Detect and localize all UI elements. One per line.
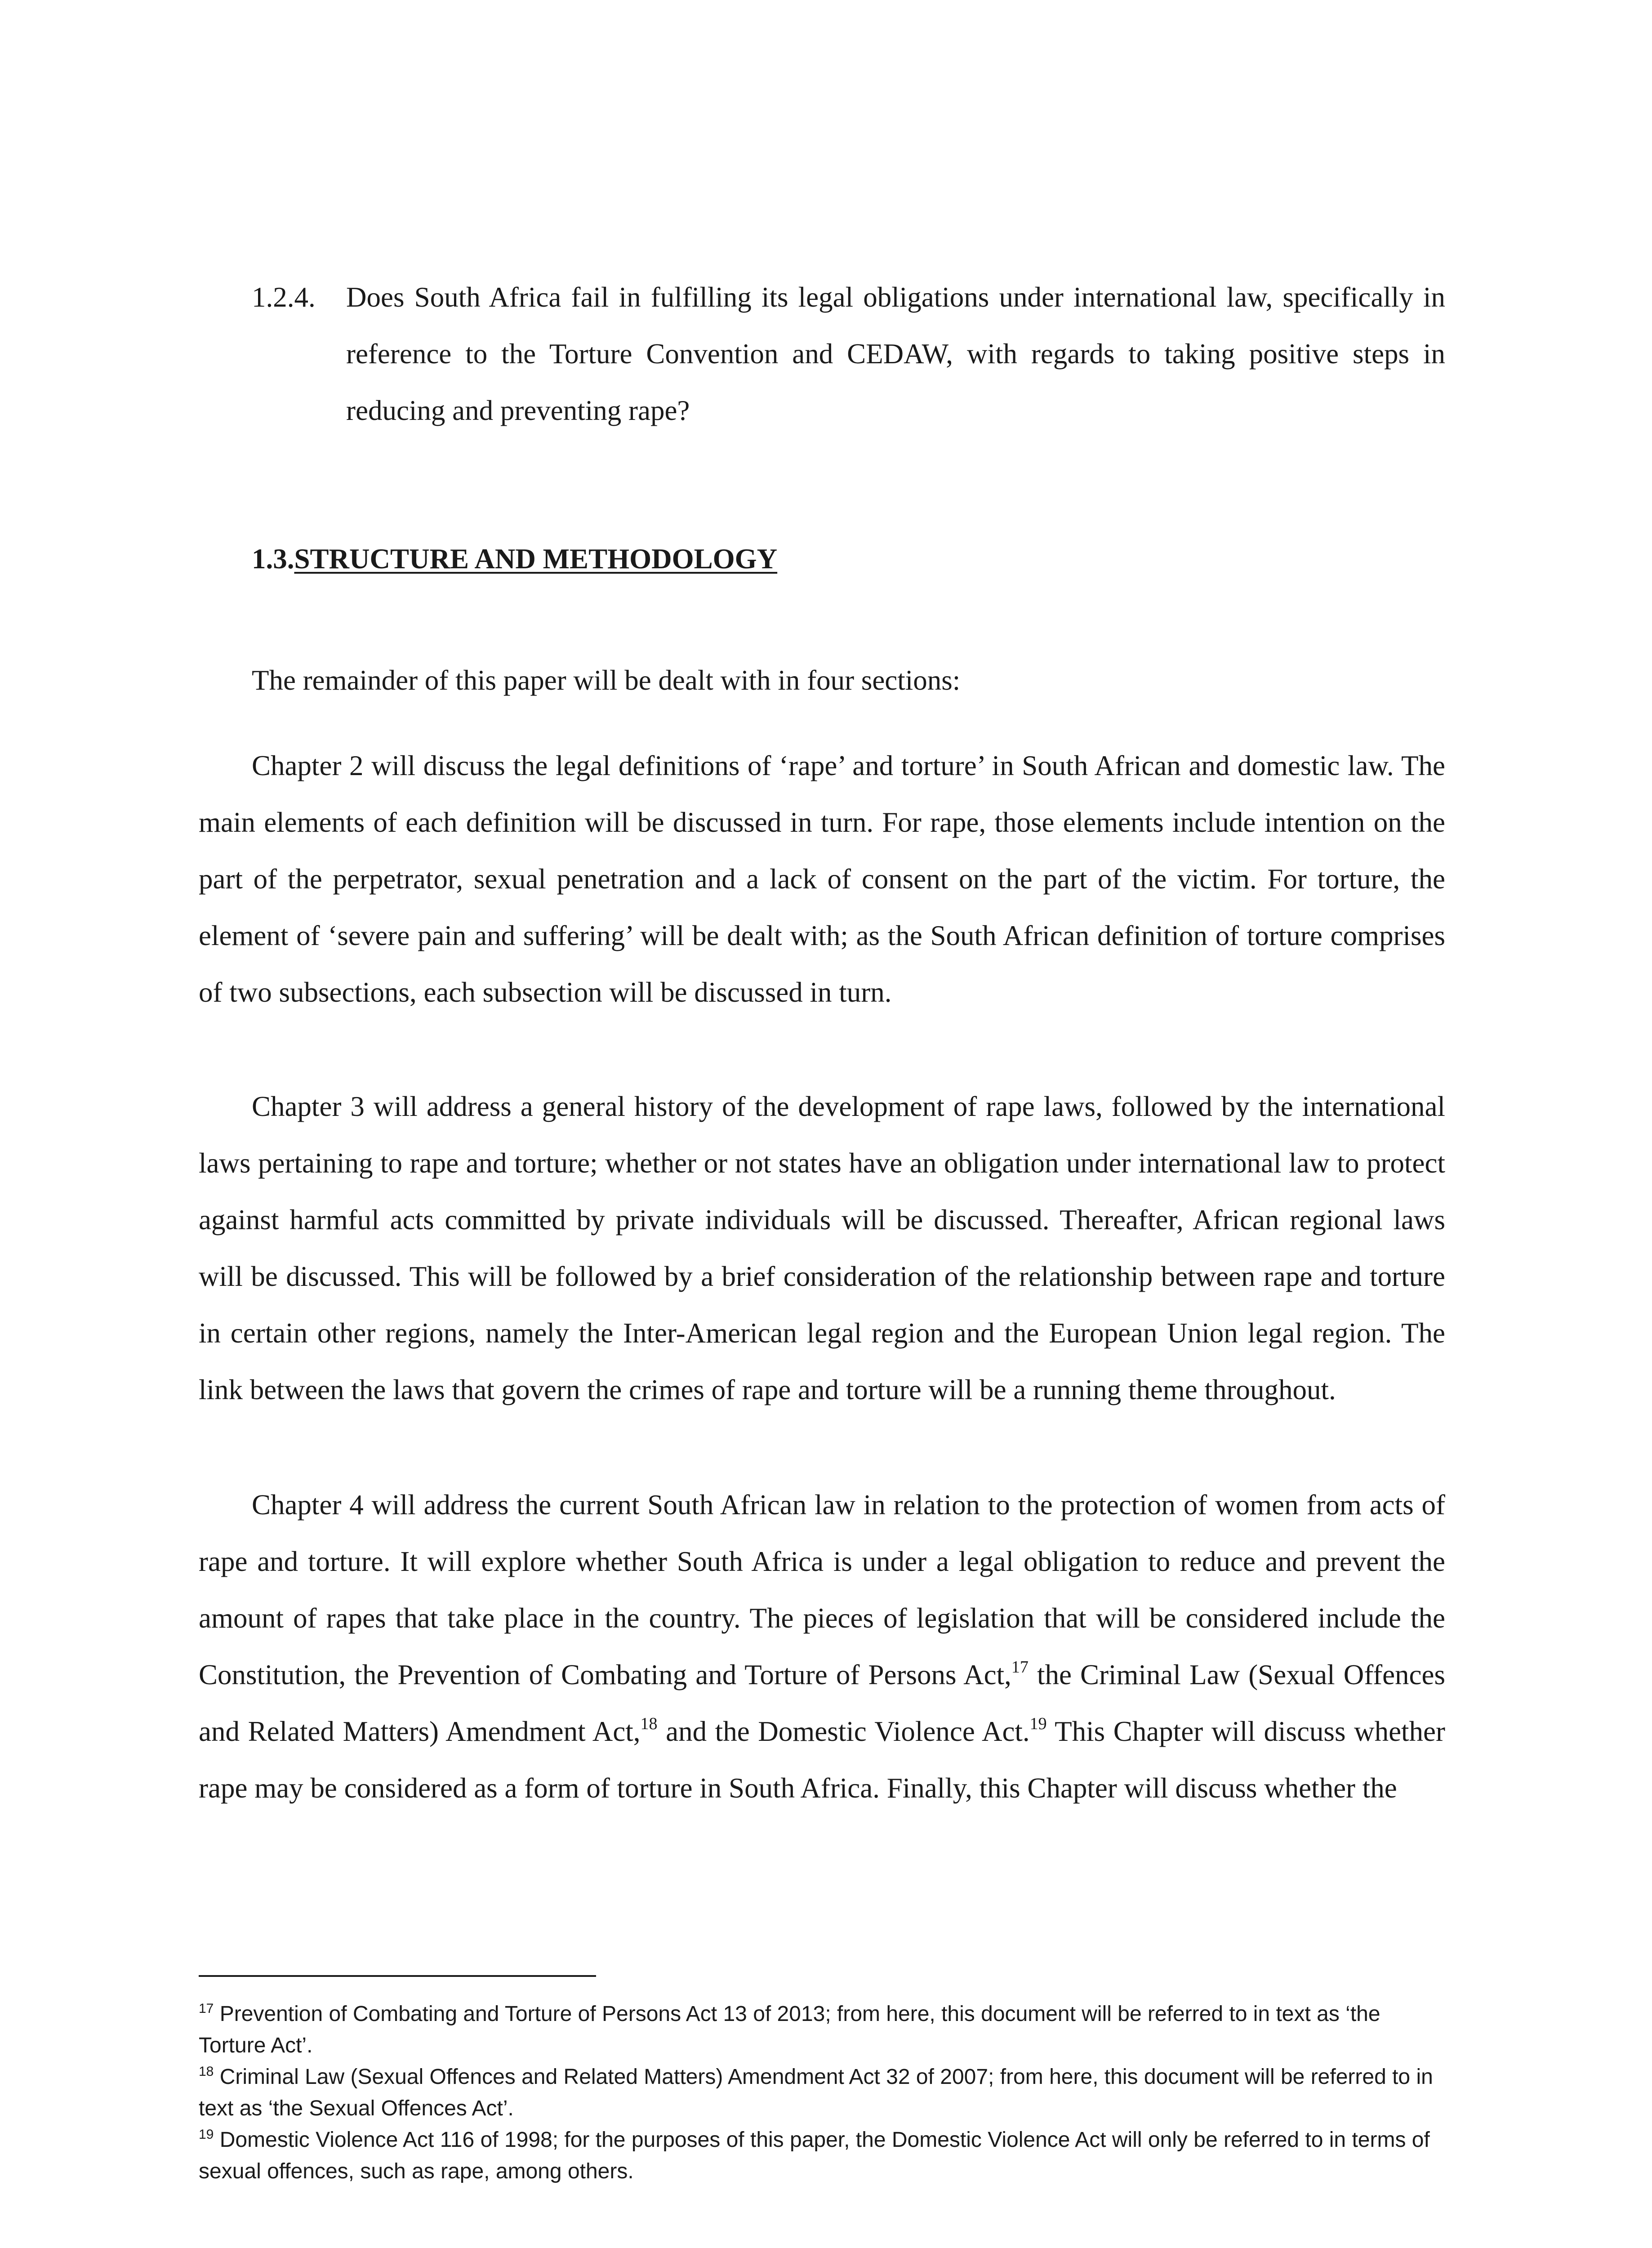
footnote-text: Criminal Law (Sexual Offences and Related Matters) Amendment Act 32 of 2007; from here, this document will be referred to in text as ‘the Sexual Offences Act’.: [199, 2065, 1433, 2120]
paragraph-chapter-4-text-4: This Chapter will discuss whether rape may be considered as a form of torture in South Africa. Finally, this Chapter will discuss whether the: [199, 1716, 1445, 1804]
paragraph-chapter-3-text: Chapter 3 will address a general history of the development of rape laws, followed by the international laws pertaining to rape and torture; whether or not states have an obligation under international law to protect against harmful acts committed by private individuals will be discussed. Thereafter, African regional laws will be discussed. This will be followed by a brief consideration of the relationship between rape and torture in certain other regions, namely the Inter-American legal region and the European Union legal region. The link between the laws that govern the crimes of rape and torture will be a running theme throughout.: [199, 1091, 1445, 1405]
paragraph-chapter-3: [199, 1078, 1445, 1418]
paragraph-intro-text: The remainder of this paper will be dealt with in four sections:: [252, 665, 961, 696]
question-number: 1.2.4.: [252, 281, 316, 313]
paragraph-chapter-2: [199, 737, 1445, 1021]
footnote-ref-17[interactable]: 17: [1011, 1658, 1029, 1677]
research-question-text: Does South Africa fail in fulfilling its legal obligations under international law, specifically in reference to the Torture Convention and CEDAW, with regards to taking positive steps in reducing and preventing rape?: [346, 281, 1445, 426]
section-number: 1.3.: [252, 543, 294, 575]
paragraph-chapter-2-text: Chapter 2 will discuss the legal definitions of ‘rape’ and torture’ in South African and domestic law. The main elements of each definition will be discussed in turn. For rape, those elements include intention on the part of the perpetrator, sexual penetration and a lack of consent on the part of the victim. For torture, the element of ‘severe pain and suffering’ will be dealt with; as the South African definition of torture comprises of two subsections, each subsection will be discussed in turn.: [199, 750, 1445, 1008]
footnote-text: Prevention of Combating and Torture of Persons Act 13 of 2013; from here, this document will be referred to in text as ‘the Torture Act’.: [199, 2002, 1380, 2057]
footnote-separator: [199, 1975, 596, 1977]
footnote-17: [199, 1998, 1445, 2061]
footnote-marker: 19: [199, 2127, 214, 2142]
footnote-marker: 17: [199, 2001, 214, 2016]
paragraph-chapter-4-text-3: and the Domestic Violence Act.: [657, 1716, 1030, 1747]
footnote-18: [199, 2061, 1445, 2124]
footnotes: [199, 1998, 1445, 2187]
footnote-marker: 18: [199, 2064, 214, 2079]
footnote-ref-18[interactable]: 18: [640, 1714, 658, 1733]
section-heading: [252, 531, 777, 587]
paragraph-chapter-4: [199, 1476, 1445, 1816]
footnote-text: Domestic Violence Act 116 of 1998; for the purposes of this paper, the Domestic Violence Act will only be referred to in terms of sexual offences, such as rape, among others.: [199, 2128, 1430, 2183]
footnote-ref-19[interactable]: 19: [1029, 1714, 1047, 1733]
paragraph-chapter-4-text-2: the Criminal Law (Sexual Offences and Related Matters) Amendment Act,: [199, 1659, 1445, 1747]
paragraph-chapter-4-text-1: Chapter 4 will address the current South African law in relation to the protection of women from acts of rape and torture. It will explore whether South Africa is under a legal obligation to reduce and prevent the amount of rapes that take place in the country. The pieces of legislation that will be considered include the Constitution, the Prevention of Combating and Torture of Persons Act,: [199, 1489, 1445, 1690]
footnote-19: [199, 2124, 1445, 2187]
paragraph-intro: [199, 652, 1445, 709]
section-title: STRUCTURE AND METHODOLOGY: [294, 543, 778, 575]
